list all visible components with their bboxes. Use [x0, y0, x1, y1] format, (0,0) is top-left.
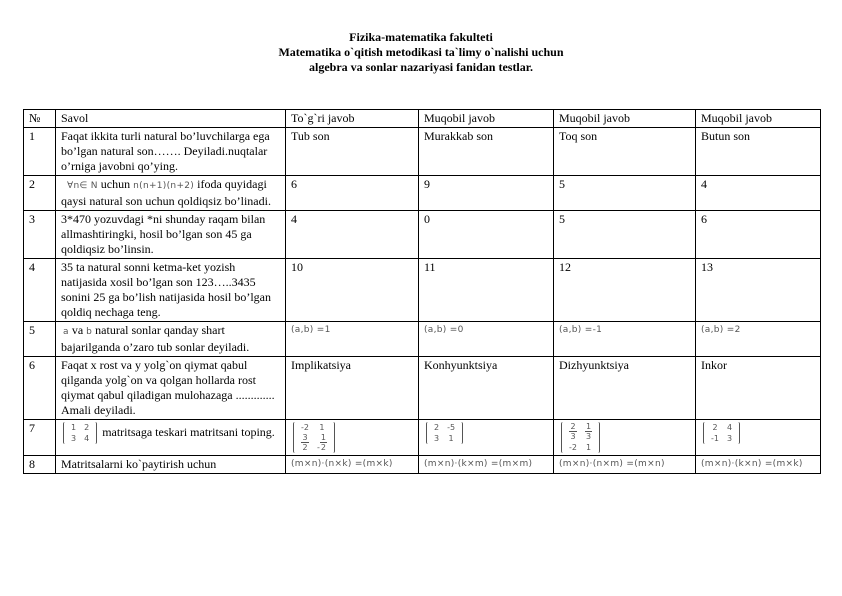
document-title [0, 30, 842, 75]
matrix-entry: 1 [71, 423, 77, 432]
matrix-entry [565, 422, 581, 442]
alternative-answer: (a,b) =-1 [554, 322, 696, 357]
header-number: № [24, 110, 56, 128]
alternative-answer: 0 [419, 211, 554, 259]
correct-answer: 10 [286, 259, 419, 322]
alternative-answer: 9 [419, 176, 554, 211]
correct-answer: 4 [286, 211, 419, 259]
fraction-numerator: 1 [320, 433, 326, 442]
question-fragment: natural sonlar qanday shart bajarilganda o’zaro tub sonlar deyiladi. [61, 323, 250, 354]
alternative-answer [419, 420, 554, 456]
header-alternative-1: Muqobil javob [419, 110, 554, 128]
fraction-numerator: 1 [585, 422, 592, 431]
test-table [23, 109, 821, 474]
math-expression: n(n+1)(n+2) [133, 181, 195, 191]
alternative-answer: Inkor [696, 357, 821, 420]
correct-answer: (a,b) =1 [286, 322, 419, 357]
matrix-entry: 2 [84, 423, 90, 432]
alternative-answer: (a,b) =0 [419, 322, 554, 357]
title-program: Matematika o`qitish metodikasi ta`limy o`nalishi uchun [278, 45, 564, 59]
alternative-answer: (m×n)·(n×m) =(m×n) [554, 456, 696, 474]
row-number: 4 [24, 259, 56, 322]
table-row [24, 128, 821, 176]
alternative-answer: 13 [696, 259, 821, 322]
row-number: 8 [24, 456, 56, 474]
matrix-entry: -2 [301, 423, 309, 432]
question-fragment: matritsaga teskari matritsani toping. [99, 424, 275, 439]
fraction-denominator: 2 [320, 443, 326, 452]
header-question: Savol [56, 110, 286, 128]
alternative-answer: Toq son [554, 128, 696, 176]
fraction-numerator: 3 [302, 433, 308, 442]
question-matrix [63, 422, 97, 444]
alternative-answer: 5 [554, 176, 696, 211]
matrix-entry: -2 [569, 443, 577, 452]
row-number: 7 [24, 420, 56, 456]
matrix-entry: 3 [726, 434, 733, 443]
table-row [24, 176, 821, 211]
header-correct-answer: To`g`ri javob [286, 110, 419, 128]
matrix-entry [313, 433, 331, 453]
question-fragment: ifoda quyidagi qaysi natural son uchun qoldiqsiz bo’linadi. [61, 177, 271, 208]
fraction-numerator: 2 [570, 422, 576, 431]
row-number: 3 [24, 211, 56, 259]
correct-answer [286, 420, 419, 456]
table-row [24, 322, 821, 357]
alternative-answer: (m×n)·(k×m) =(m×m) [419, 456, 554, 474]
correct-answer: 6 [286, 176, 419, 211]
question-text [56, 420, 286, 456]
row-number: 6 [24, 357, 56, 420]
table-row [24, 259, 821, 322]
header-alternative-3: Muqobil javob [696, 110, 821, 128]
minus-sign: - [316, 443, 320, 452]
matrix-entry: -5 [447, 423, 456, 432]
question-text: Faqat ikkita turli natural bo’luvchilarga ega bo’lgan natural son……. Deyiladi.nuqtalar o’rniga javobni qo’ying. [56, 128, 286, 176]
alternative-answer: Murakkab son [419, 128, 554, 176]
table-header-row [24, 110, 821, 128]
correct-answer: (m×n)·(n×k) =(m×k) [286, 456, 419, 474]
row-number: 5 [24, 322, 56, 357]
question-text [56, 176, 286, 211]
table-row [24, 456, 821, 474]
alternative-answer: 4 [696, 176, 821, 211]
math-var-b: b [86, 327, 93, 337]
matrix-entry: 1 [585, 443, 592, 452]
math-var-a: a [63, 327, 69, 337]
matrix-entry: 4 [726, 423, 733, 432]
alternative-answer [554, 420, 696, 456]
question-text: Faqat x rost va y yolg`on qiymat qabul qilganda yolg`on va qolgan hollarda rost qiymat qabul qiladigan mulohazaga ............. Amali deyiladi. [56, 357, 286, 420]
answer-matrix [293, 422, 335, 453]
table-row [24, 420, 821, 456]
header-alternative-2: Muqobil javob [554, 110, 696, 128]
answer-matrix [426, 422, 463, 444]
title-faculty: Fizika-matematika fakulteti [349, 30, 493, 44]
alternative-answer [696, 420, 821, 456]
question-text: Matritsalarni ko`paytirish uchun [56, 456, 286, 474]
matrix-entry: 2 [434, 423, 440, 432]
matrix-entry: 2 [712, 423, 718, 432]
fraction-denominator: 3 [570, 432, 576, 441]
matrix-entry: 1 [319, 423, 325, 432]
row-number: 1 [24, 128, 56, 176]
question-text: 35 ta natural sonni ketma-ket yozish natijasida xosil bo’lgan son 123…..3435 sonini 25 ga bo’lish natijasida hosil bo’lgan qoldiq nechaga teng. [56, 259, 286, 322]
matrix-entry: 3 [434, 434, 440, 443]
question-fragment: uchun [97, 177, 134, 191]
fraction-denominator: 3 [585, 432, 592, 441]
matrix-entry [581, 422, 596, 442]
matrix-entry [297, 433, 313, 453]
alternative-answer: (a,b) =2 [696, 322, 821, 357]
correct-answer: Tub son [286, 128, 419, 176]
question-text: 3*470 yozuvdagi *ni shunday raqam bilan allmashtiringki, hosil bo’lgan son 45 ga qoldiqsiz bo’linsin. [56, 211, 286, 259]
alternative-answer: Dizhyunktsiya [554, 357, 696, 420]
alternative-answer: 6 [696, 211, 821, 259]
alternative-answer: 12 [554, 259, 696, 322]
alternative-answer: (m×n)·(k×n) =(m×k) [696, 456, 821, 474]
answer-matrix [703, 422, 740, 444]
table-row [24, 211, 821, 259]
matrix-entry: 4 [84, 434, 90, 443]
alternative-answer: Butun son [696, 128, 821, 176]
title-subject: algebra va sonlar nazariyasi fanidan testlar. [308, 60, 533, 74]
fraction-denominator: 2 [302, 443, 308, 452]
table-row [24, 357, 821, 420]
alternative-answer: Konhyunktsiya [419, 357, 554, 420]
question-text [56, 322, 286, 357]
math-forall-n: ∀n∈ N [67, 181, 98, 191]
alternative-answer: 5 [554, 211, 696, 259]
matrix-entry: 1 [448, 434, 454, 443]
question-fragment: va [68, 323, 87, 337]
alternative-answer: 11 [419, 259, 554, 322]
correct-answer: Implikatsiya [286, 357, 419, 420]
matrix-entry: -1 [711, 434, 719, 443]
row-number: 2 [24, 176, 56, 211]
matrix-entry: 3 [71, 434, 77, 443]
answer-matrix [561, 422, 600, 453]
